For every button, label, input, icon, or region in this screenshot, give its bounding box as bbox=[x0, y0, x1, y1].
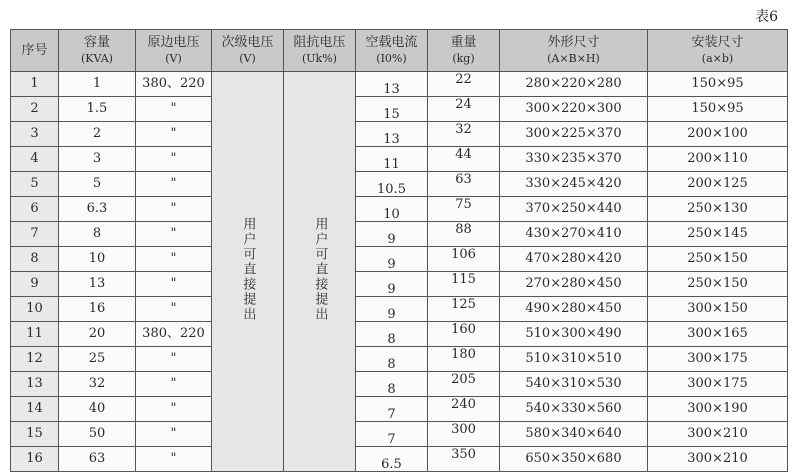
table-row bbox=[11, 172, 788, 197]
cell-capacity: 16 bbox=[59, 297, 136, 322]
cell-mounting-dimensions: 300×175 bbox=[648, 347, 788, 372]
cell-secondary-voltage-merged: 用户可直接提出 bbox=[212, 72, 284, 472]
cell-primary-voltage: " bbox=[136, 197, 212, 222]
cell-mounting-dimensions: 150×95 bbox=[648, 97, 788, 122]
cell-weight: 205 bbox=[428, 372, 500, 397]
cell-capacity: 5 bbox=[59, 172, 136, 197]
table-row bbox=[11, 297, 788, 322]
table-number: 表6 bbox=[755, 9, 778, 25]
cell-weight: 22 bbox=[428, 72, 500, 97]
cell-mounting-dimensions: 250×150 bbox=[648, 272, 788, 297]
cell-index: 8 bbox=[11, 247, 59, 272]
cell-capacity: 2 bbox=[59, 122, 136, 147]
cell-index: 1 bbox=[11, 72, 59, 97]
transformer-spec-table bbox=[10, 29, 788, 472]
cell-noload-current: 13 bbox=[356, 122, 428, 147]
cell-weight: 350 bbox=[428, 447, 500, 472]
cell-weight: 240 bbox=[428, 397, 500, 422]
cell-index: 3 bbox=[11, 122, 59, 147]
cell-index: 16 bbox=[11, 447, 59, 472]
cell-index: 15 bbox=[11, 422, 59, 447]
cell-outline-dimensions: 650×350×680 bbox=[500, 447, 648, 472]
cell-outline-dimensions: 280×220×280 bbox=[500, 72, 648, 97]
cell-index: 2 bbox=[11, 97, 59, 122]
cell-weight: 24 bbox=[428, 97, 500, 122]
cell-weight: 160 bbox=[428, 322, 500, 347]
cell-weight: 115 bbox=[428, 272, 500, 297]
cell-noload-current: 13 bbox=[356, 72, 428, 97]
cell-outline-dimensions: 510×300×490 bbox=[500, 322, 648, 347]
cell-outline-dimensions: 430×270×410 bbox=[500, 222, 648, 247]
table-row bbox=[11, 247, 788, 272]
cell-weight: 125 bbox=[428, 297, 500, 322]
cell-mounting-dimensions: 300×150 bbox=[648, 297, 788, 322]
header-weight: 重量 (kg) bbox=[428, 30, 500, 72]
cell-noload-current: 11 bbox=[356, 147, 428, 172]
cell-outline-dimensions: 510×310×510 bbox=[500, 347, 648, 372]
cell-noload-current: 9 bbox=[356, 297, 428, 322]
cell-index: 4 bbox=[11, 147, 59, 172]
cell-outline-dimensions: 370×250×440 bbox=[500, 197, 648, 222]
cell-capacity: 1 bbox=[59, 72, 136, 97]
cell-mounting-dimensions: 300×210 bbox=[648, 447, 788, 472]
cell-weight: 180 bbox=[428, 347, 500, 372]
cell-capacity: 25 bbox=[59, 347, 136, 372]
cell-index: 7 bbox=[11, 222, 59, 247]
cell-primary-voltage: " bbox=[136, 272, 212, 297]
cell-outline-dimensions: 580×340×640 bbox=[500, 422, 648, 447]
table-row bbox=[11, 272, 788, 297]
cell-primary-voltage: " bbox=[136, 397, 212, 422]
cell-noload-current: 6.5 bbox=[356, 447, 428, 472]
table-row bbox=[11, 422, 788, 447]
cell-noload-current: 9 bbox=[356, 272, 428, 297]
cell-capacity: 13 bbox=[59, 272, 136, 297]
header-mounting-dimensions: 安装尺寸 (a×b) bbox=[648, 30, 788, 72]
cell-outline-dimensions: 490×280×450 bbox=[500, 297, 648, 322]
cell-primary-voltage: " bbox=[136, 347, 212, 372]
header-capacity: 容量 (KVA) bbox=[59, 30, 136, 72]
cell-capacity: 50 bbox=[59, 422, 136, 447]
table-row bbox=[11, 372, 788, 397]
cell-capacity: 1.5 bbox=[59, 97, 136, 122]
cell-mounting-dimensions: 200×100 bbox=[648, 122, 788, 147]
header-secondary-voltage: 次级电压 (V) bbox=[212, 30, 284, 72]
cell-noload-current: 10.5 bbox=[356, 172, 428, 197]
table-row bbox=[11, 72, 788, 97]
header-primary-voltage: 原边电压 (V) bbox=[136, 30, 212, 72]
cell-mounting-dimensions: 250×145 bbox=[648, 222, 788, 247]
cell-mounting-dimensions: 300×210 bbox=[648, 422, 788, 447]
cell-noload-current: 8 bbox=[356, 372, 428, 397]
cell-primary-voltage: 380、220 bbox=[136, 72, 212, 97]
cell-weight: 63 bbox=[428, 172, 500, 197]
cell-primary-voltage: " bbox=[136, 97, 212, 122]
cell-outline-dimensions: 470×280×420 bbox=[500, 247, 648, 272]
cell-index: 5 bbox=[11, 172, 59, 197]
cell-index: 12 bbox=[11, 347, 59, 372]
header-outline-dimensions: 外形尺寸 (A×B×H) bbox=[500, 30, 648, 72]
cell-mounting-dimensions: 300×165 bbox=[648, 322, 788, 347]
cell-outline-dimensions: 540×310×530 bbox=[500, 372, 648, 397]
cell-noload-current: 7 bbox=[356, 397, 428, 422]
cell-noload-current: 8 bbox=[356, 322, 428, 347]
cell-noload-current: 10 bbox=[356, 197, 428, 222]
cell-outline-dimensions: 330×245×420 bbox=[500, 172, 648, 197]
table-row bbox=[11, 122, 788, 147]
cell-capacity: 40 bbox=[59, 397, 136, 422]
table-row bbox=[11, 222, 788, 247]
cell-noload-current: 15 bbox=[356, 97, 428, 122]
table-row bbox=[11, 322, 788, 347]
cell-mounting-dimensions: 200×125 bbox=[648, 172, 788, 197]
table-row bbox=[11, 197, 788, 222]
cell-primary-voltage: " bbox=[136, 122, 212, 147]
cell-index: 14 bbox=[11, 397, 59, 422]
cell-mounting-dimensions: 300×190 bbox=[648, 397, 788, 422]
cell-noload-current: 9 bbox=[356, 222, 428, 247]
cell-weight: 75 bbox=[428, 197, 500, 222]
cell-mounting-dimensions: 250×150 bbox=[648, 247, 788, 272]
cell-primary-voltage: " bbox=[136, 447, 212, 472]
cell-primary-voltage: " bbox=[136, 147, 212, 172]
cell-capacity: 3 bbox=[59, 147, 136, 172]
cell-index: 10 bbox=[11, 297, 59, 322]
cell-impedance-voltage-merged: 用户可直接提出 bbox=[284, 72, 356, 472]
cell-outline-dimensions: 330×235×370 bbox=[500, 147, 648, 172]
cell-capacity: 20 bbox=[59, 322, 136, 347]
cell-outline-dimensions: 300×225×370 bbox=[500, 122, 648, 147]
cell-weight: 300 bbox=[428, 422, 500, 447]
cell-mounting-dimensions: 250×130 bbox=[648, 197, 788, 222]
cell-weight: 88 bbox=[428, 222, 500, 247]
cell-capacity: 6.3 bbox=[59, 197, 136, 222]
cell-index: 11 bbox=[11, 322, 59, 347]
cell-index: 6 bbox=[11, 197, 59, 222]
cell-primary-voltage: " bbox=[136, 172, 212, 197]
table-row bbox=[11, 347, 788, 372]
cell-primary-voltage: " bbox=[136, 222, 212, 247]
header-index: 序号 bbox=[11, 30, 59, 72]
cell-index: 13 bbox=[11, 372, 59, 397]
cell-outline-dimensions: 540×330×560 bbox=[500, 397, 648, 422]
cell-noload-current: 7 bbox=[356, 422, 428, 447]
cell-outline-dimensions: 300×220×300 bbox=[500, 97, 648, 122]
cell-capacity: 32 bbox=[59, 372, 136, 397]
cell-weight: 32 bbox=[428, 122, 500, 147]
cell-mounting-dimensions: 300×175 bbox=[648, 372, 788, 397]
table-header bbox=[11, 30, 788, 72]
cell-weight: 44 bbox=[428, 147, 500, 172]
cell-index: 9 bbox=[11, 272, 59, 297]
table-row bbox=[11, 447, 788, 472]
cell-capacity: 63 bbox=[59, 447, 136, 472]
cell-primary-voltage: " bbox=[136, 372, 212, 397]
table-body bbox=[11, 72, 788, 472]
cell-primary-voltage: " bbox=[136, 422, 212, 447]
header-noload-current: 空载电流 (I0%) bbox=[356, 30, 428, 72]
cell-weight: 106 bbox=[428, 247, 500, 272]
table-row bbox=[11, 397, 788, 422]
cell-capacity: 8 bbox=[59, 222, 136, 247]
cell-noload-current: 8 bbox=[356, 347, 428, 372]
cell-mounting-dimensions: 200×110 bbox=[648, 147, 788, 172]
header-impedance-voltage: 阻抗电压 (Uk%) bbox=[284, 30, 356, 72]
table-row bbox=[11, 97, 788, 122]
table-row bbox=[11, 147, 788, 172]
cell-primary-voltage: 380、220 bbox=[136, 322, 212, 347]
cell-outline-dimensions: 270×280×450 bbox=[500, 272, 648, 297]
cell-noload-current: 9 bbox=[356, 247, 428, 272]
cell-mounting-dimensions: 150×95 bbox=[648, 72, 788, 97]
cell-primary-voltage: " bbox=[136, 297, 212, 322]
cell-primary-voltage: " bbox=[136, 247, 212, 272]
cell-capacity: 10 bbox=[59, 247, 136, 272]
